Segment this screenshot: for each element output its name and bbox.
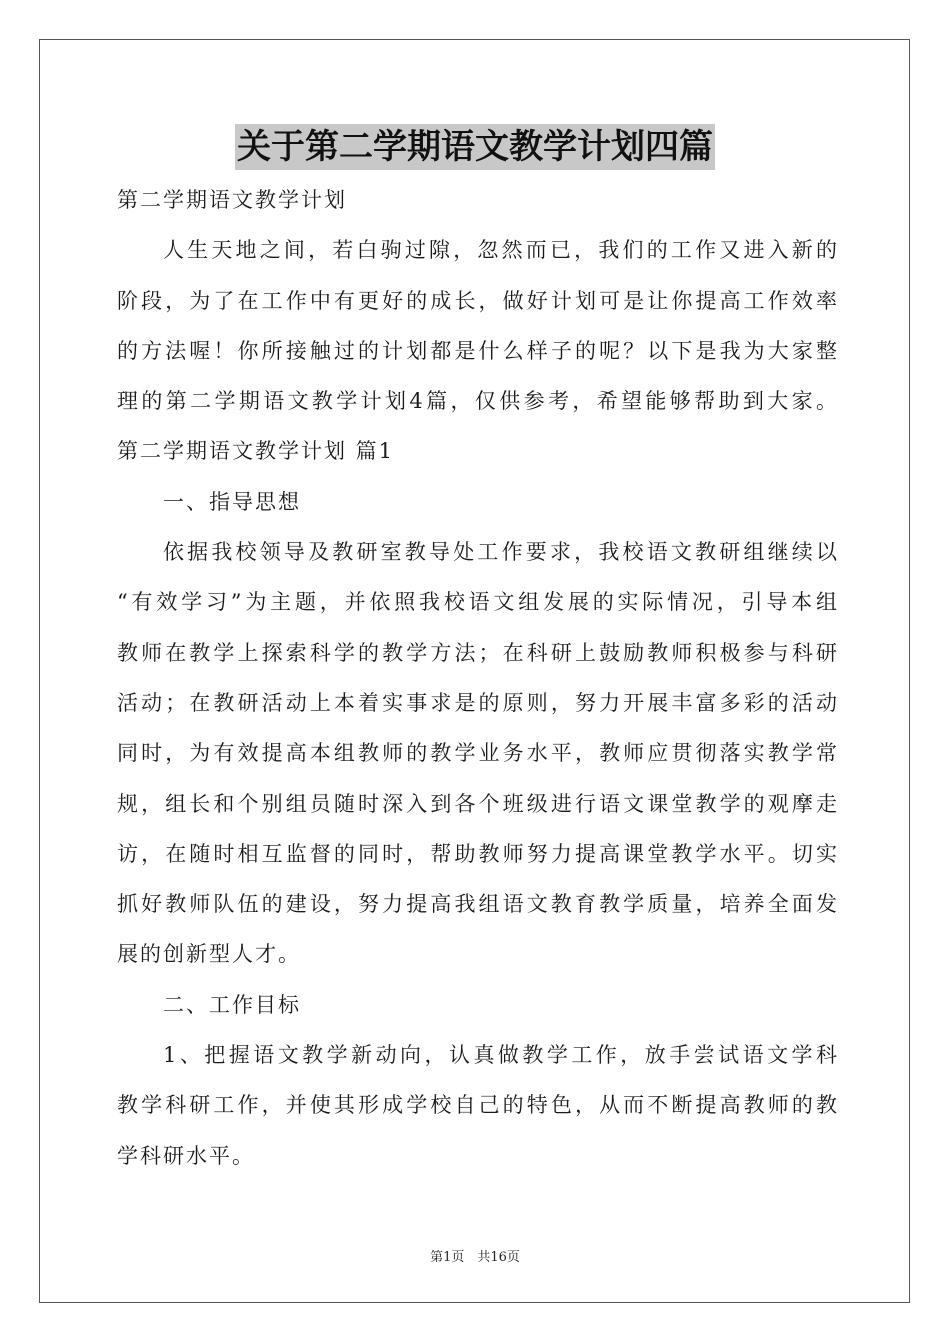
text-line: 一、指导思想	[163, 489, 301, 514]
text-line: 同时，为有效提高本组教师的教学业务水平，教师应贯彻落实教学常	[117, 741, 837, 766]
text-line: 第二学期语文教学计划 篇1	[117, 439, 395, 464]
text-line: 理的第二学期语文教学计划4篇，仅供参考，希望能够帮助到大家。	[117, 389, 837, 414]
text-line: 教学科研工作，并使其形成学校自己的特色，从而不断提高教师的教	[117, 1093, 837, 1118]
text-line: 第二学期语文教学计划	[117, 188, 347, 212]
document-body	[117, 175, 837, 1181]
text-line: 阶段，为了在工作中有更好的成长，做好计划可是让你提高工作效率	[117, 288, 837, 313]
text-line: 人生天地之间，若白驹过隙，忽然而已，我们的工作又进入新的	[163, 238, 837, 263]
text-line: 活动；在教研活动上本着实事求是的原则，努力开展丰富多彩的活动	[117, 690, 837, 715]
title-container	[0, 124, 950, 170]
text-line: 依据我校领导及教研室教导处工作要求，我校语文教研组继续以	[163, 540, 837, 565]
document-title: 关于第二学期语文教学计划四篇	[235, 124, 715, 170]
text-line: 教师在教学上探索科学的教学方法；在科研上鼓励教师积极参与科研	[117, 640, 837, 665]
text-line: 二、工作目标	[163, 992, 301, 1017]
page-footer: 第1页 共16页	[430, 1250, 520, 1265]
text-line: 展的创新型人才。	[117, 942, 301, 967]
text-line: 学科研水平。	[117, 1143, 255, 1168]
text-line: 的方法喔！你所接触过的计划都是什么样子的呢？以下是我为大家整	[117, 338, 837, 363]
text-line: “有效学习”为主题，并依照我校语文组发展的实际情况，引导本组	[117, 590, 837, 615]
text-line: 抓好教师队伍的建设，努力提高我组语文教育教学质量，培养全面发	[117, 892, 837, 917]
text-line: 访，在随时相互监督的同时，帮助教师努力提高课堂教学水平。切实	[117, 841, 837, 866]
text-line: 1、把握语文教学新动向，认真做教学工作，放手尝试语文学科	[163, 1043, 837, 1068]
text-line: 规，组长和个别组员随时深入到各个班级进行语文课堂教学的观摩走	[117, 791, 837, 816]
